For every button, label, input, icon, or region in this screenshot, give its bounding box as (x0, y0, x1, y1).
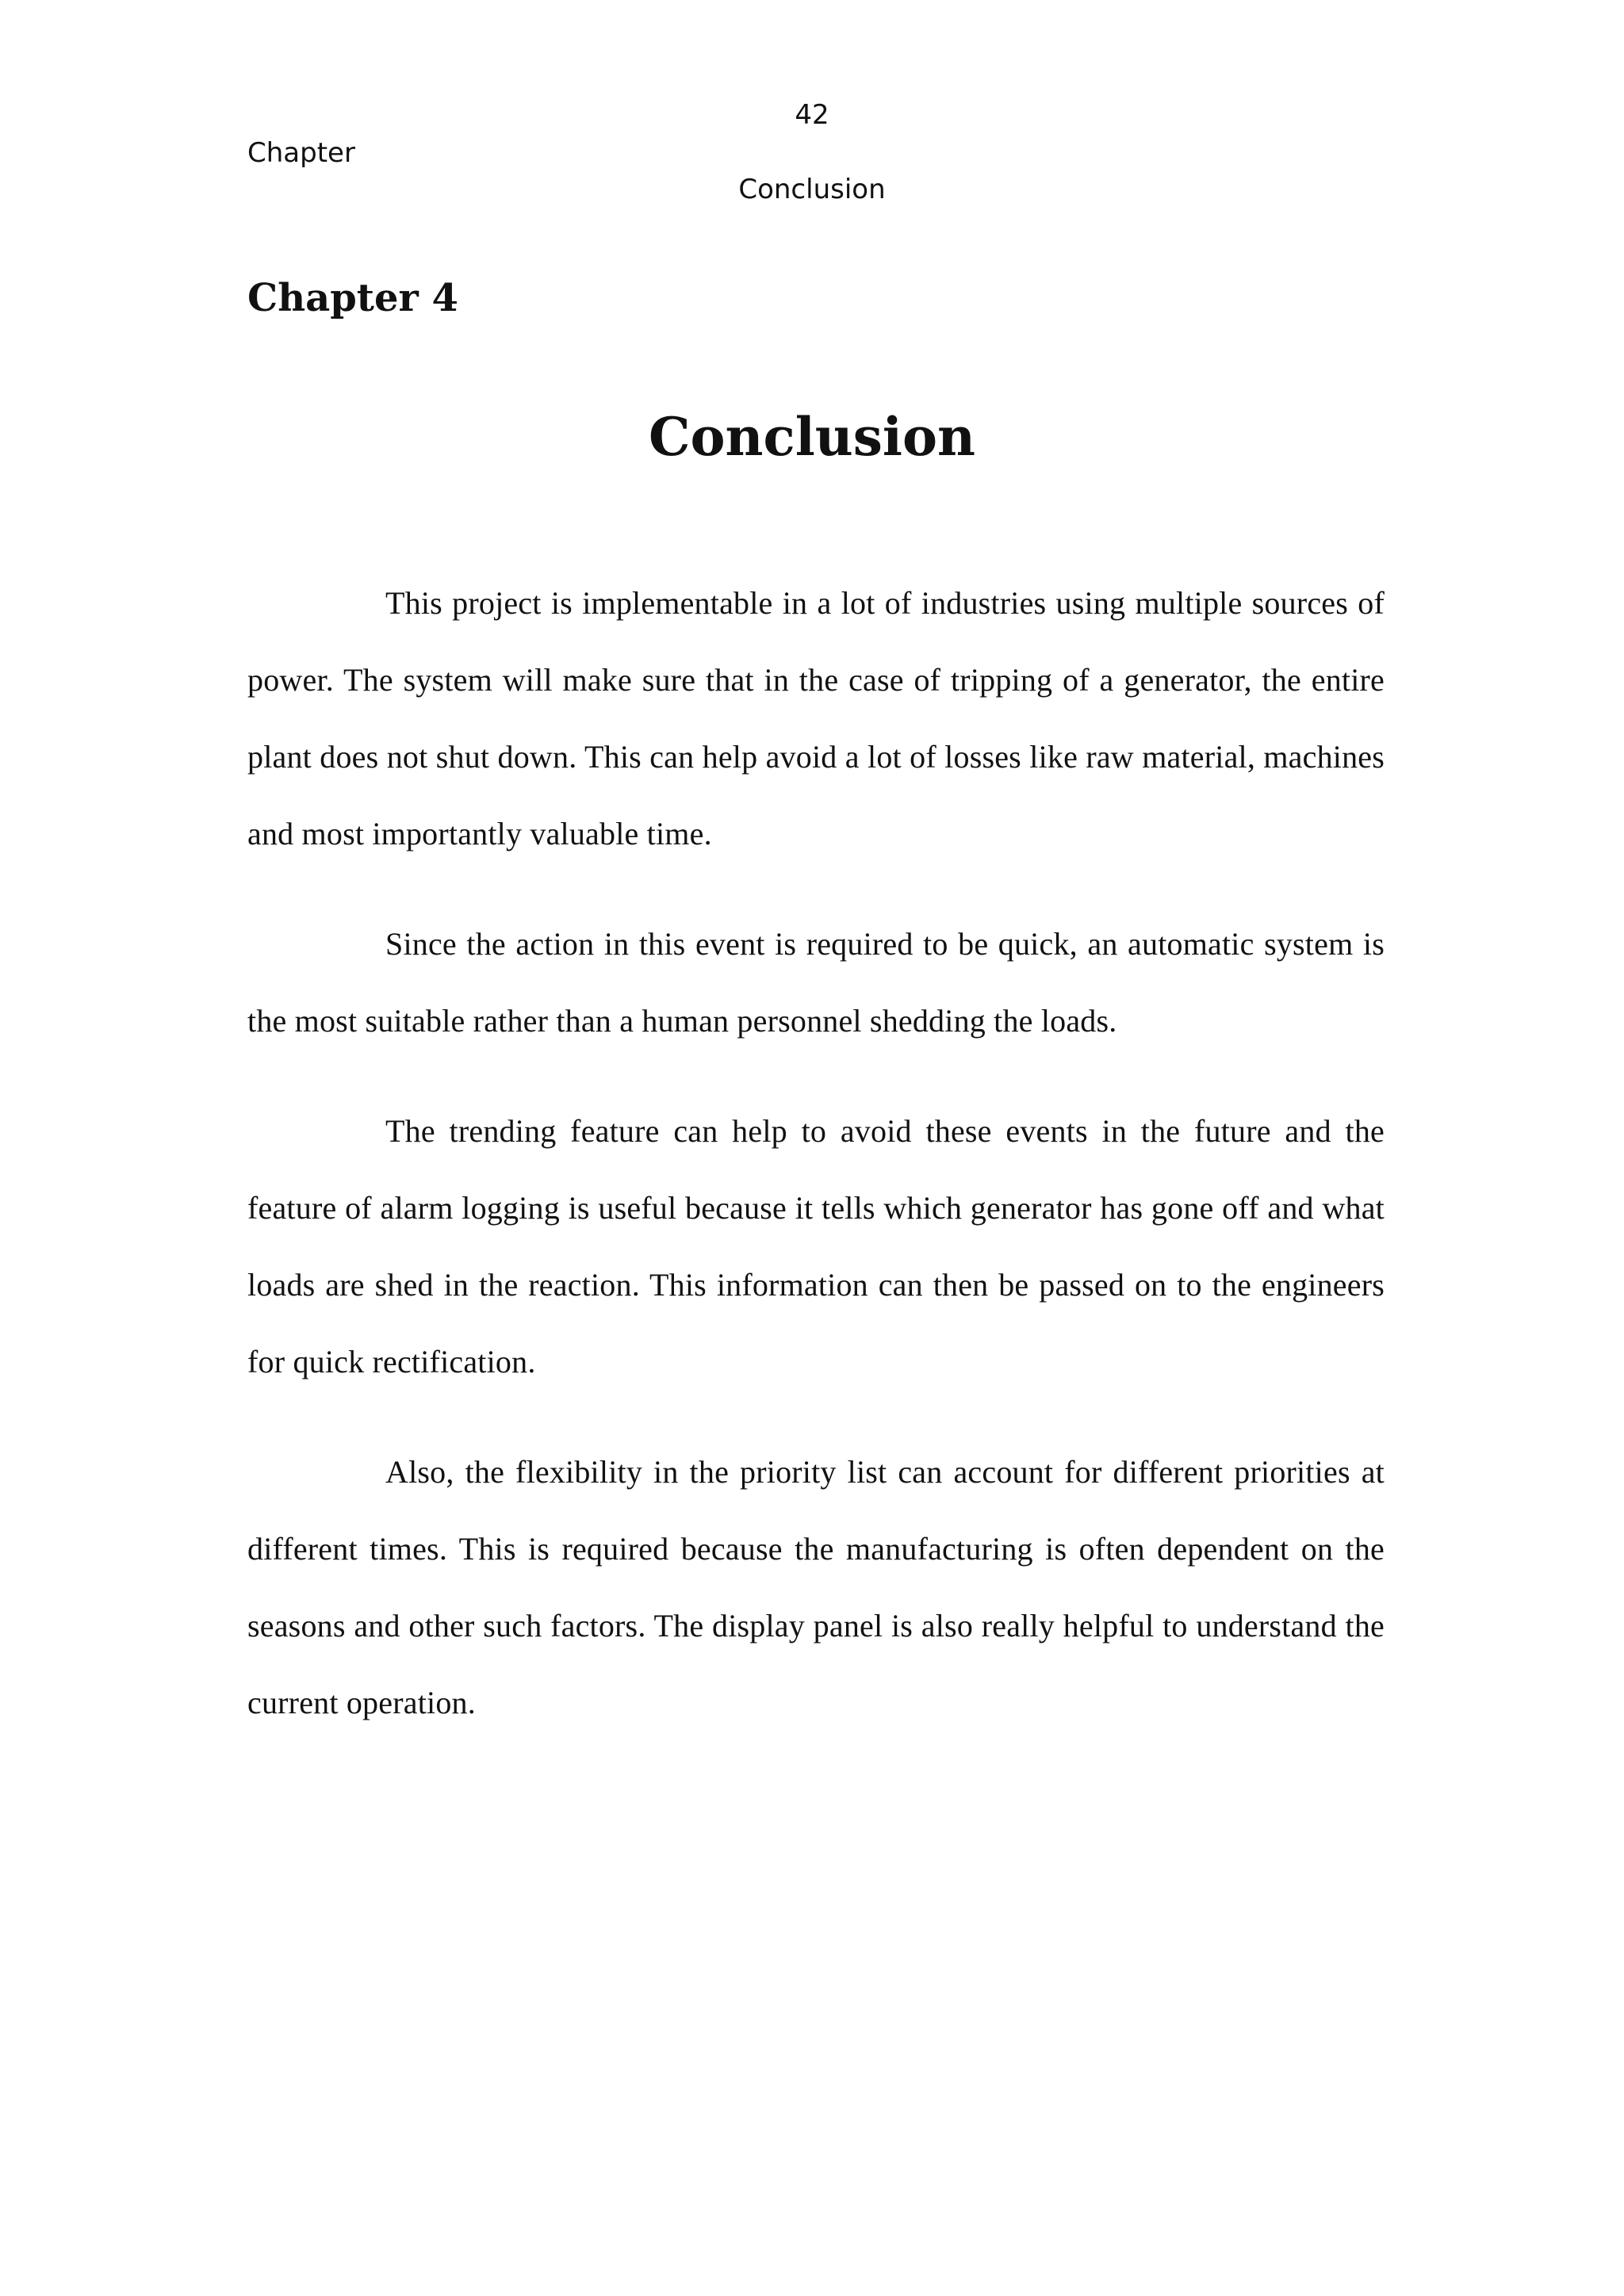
paragraph: The trending feature can help to avoid these events in the future and the feature of alarm logging is useful because it tells which generator has gone off and what loads are shed in the reaction. This information can then be passed on to the engineers for quick rectification. (247, 1113, 1385, 1380)
chapter-label: Chapter 4 (247, 276, 458, 320)
page-number: 42 (795, 99, 829, 131)
paragraph: Also, the flexibility in the priority list can account for different priorities at different times. This is required because the manufacturing is often dependent on the seasons and other such factors. The display panel is also really helpful to understand the current operation. (247, 1454, 1385, 1720)
paragraph: Since the action in this event is required to be quick, an automatic system is the most suitable rather than a human personnel shedding the loads. (247, 926, 1385, 1039)
chapter-title: Conclusion (648, 406, 976, 468)
running-head-title: Conclusion (738, 174, 886, 205)
running-head-chapter: Chapter (247, 137, 355, 169)
paragraph: This project is implementable in a lot of industries using multiple sources of power. The system will make sure that in the case of tripping of a generator, the entire plant does not shut down. This can help avoid a lot of losses like raw material, machines and most importantly valuable time. (247, 585, 1385, 851)
body-text (247, 564, 1385, 1774)
